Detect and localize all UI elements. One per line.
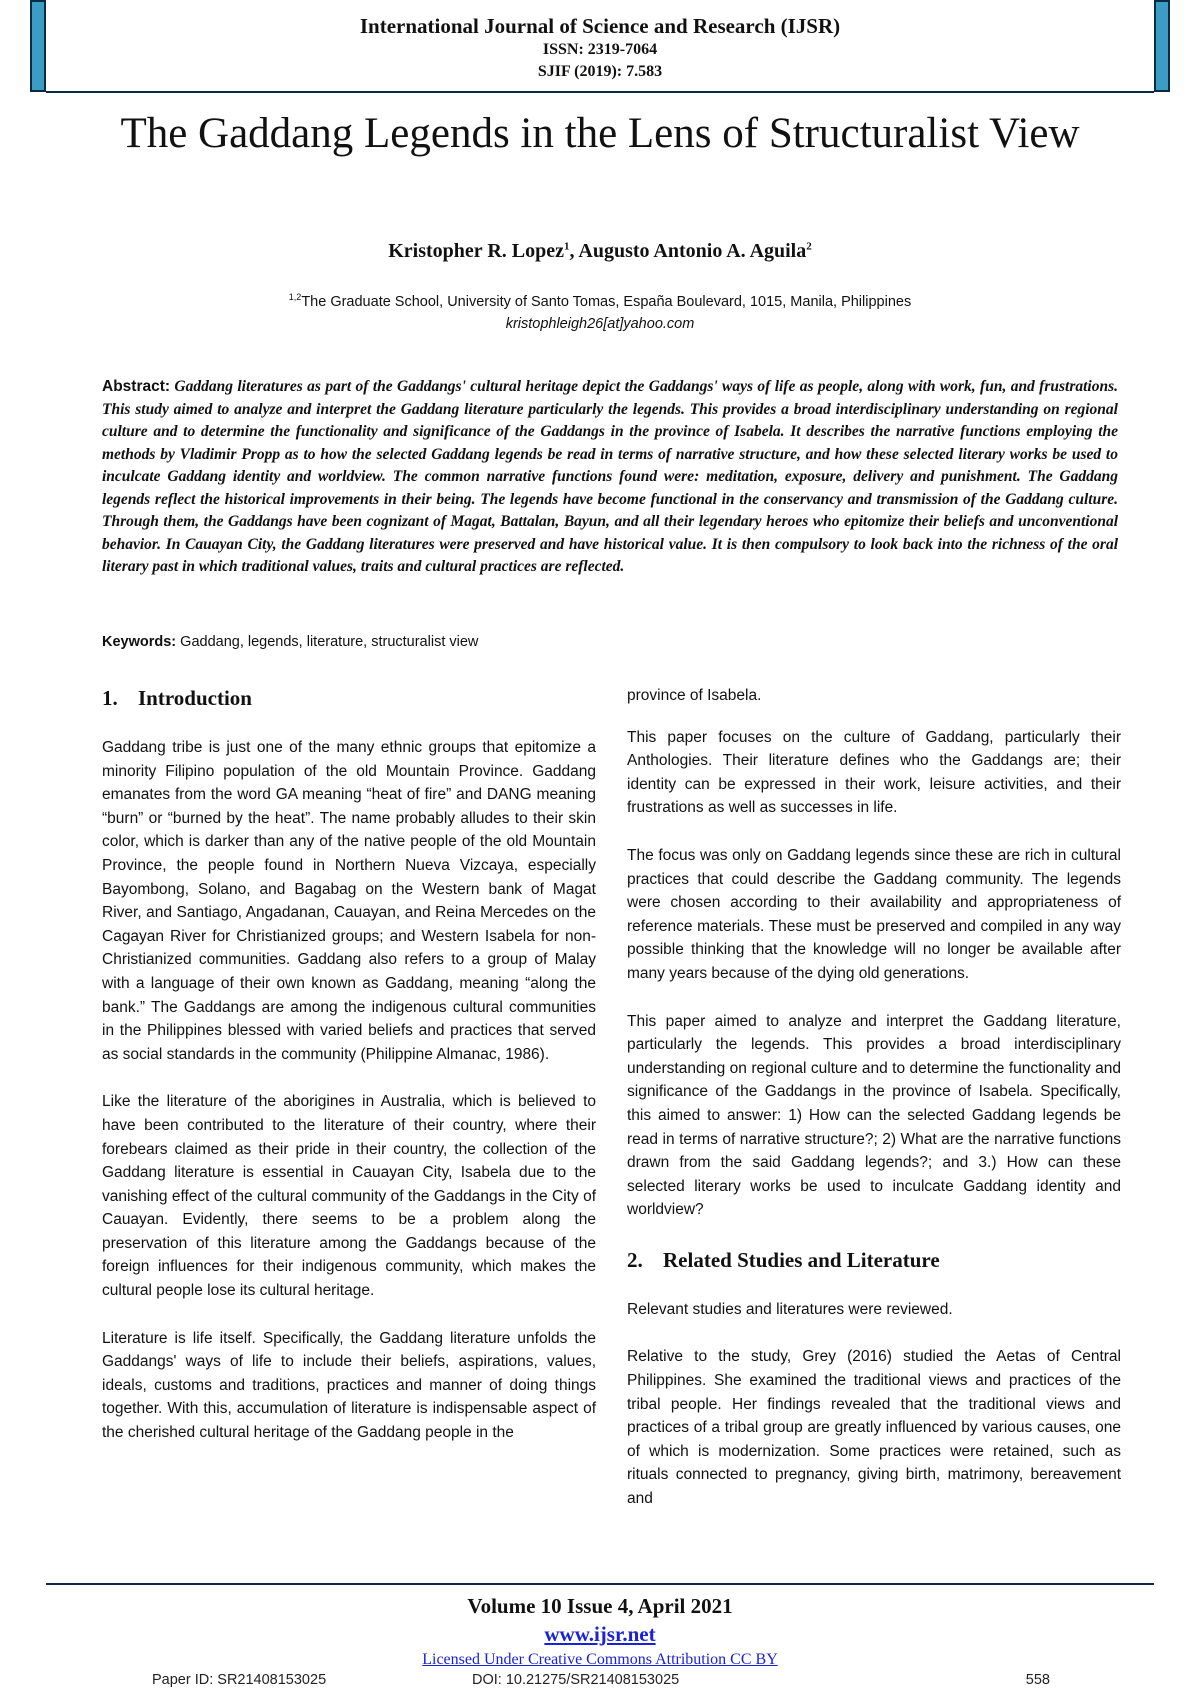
author-2: Augusto Antonio A. Aguila [578, 240, 807, 262]
abstract-text: Gaddang literatures as part of the Gaddangs' cultural heritage depict the Gaddangs' ways of life as people, along with work, fun, and frustrations. This study aimed to analyze and interpret the Gaddang literature particularly the legends. This provides a broad interdisciplinary understanding on regional culture and to determine the functionality and significance of the Gaddangs in the province of Isabela. It describes the narrative functions employing the methods by Vladimir Propp as to how the selected Gaddang legends be read in terms of narrative structure, and how these selected literary works be used to inculcate Gaddang identity and worldview. The common narrative functions found were: meditation, exposure, delivery and punishment. The Gaddang legends reflect the historical improvements in their being. The legends have become functional in the conservancy and transmission of the Gaddang culture. Through them, the Gaddangs have been cognizant of Magat, Battalan, Bayun, and all their legendary heroes who epitomize their beliefs and unconventional behavior. In Cauayan City, the Gaddang literatures were preserved and have historical value. It is then compulsory to look back into the richness of the oral literary past in which traditional values, traits and cultural practices are reflected. [102, 378, 1119, 575]
abstract [102, 376, 1118, 579]
section-1-title: Introduction [138, 686, 252, 710]
section-2-title: Related Studies and Literature [663, 1247, 940, 1272]
page-number: 558 [1025, 1672, 1050, 1688]
volume-issue: Volume 10 Issue 4, April 2021 [467, 1594, 733, 1618]
journal-header [0, 14, 1200, 83]
section-1-number: 1. [102, 686, 118, 710]
author-separator: , [569, 240, 579, 262]
paragraph: The focus was only on Gaddang legends since these are rich in cultural practices that could describe the Gaddang community. The legends were chosen according to their availability and appropriateness of reference materials. These must be preserved and compiled in any way possible thinking that the knowledge will no longer be available after many years because of the dying old generations. [627, 846, 1121, 982]
abstract-label: Abstract: [102, 378, 171, 395]
authors [0, 240, 1200, 263]
author-1: Kristopher R. Lopez [388, 240, 564, 262]
paragraph: Like the literature of the aborigines in Australia, which is believed to have been contributed to the literature of their country, where their forebears claimed as their pride in their country, the collection of the Gaddang literature is essential in Cauayan City, Isabela due to the vanishing effect of the cultural community of the Gaddangs in the City of Cauayan. Evidently, there seems to be a problem along the preservation of this literature among the Gaddangs because of the foreign influences for their indigenous community, which makes the cultural people lose its cultural heritage. [102, 1093, 596, 1300]
left-column [102, 684, 596, 1469]
paragraph: Relevant studies and literatures were reviewed. [627, 1300, 953, 1318]
sjif: SJIF (2019): 7.583 [537, 63, 663, 80]
author-email[interactable]: kristophleigh26[at]yahoo.com [505, 315, 695, 332]
keywords-label: Keywords: [102, 634, 177, 650]
author-2-sup: 2 [806, 240, 812, 253]
header-rule [46, 91, 1154, 93]
section-1-heading [102, 684, 596, 712]
section-2-number: 2. [627, 1247, 643, 1272]
paper-title: The Gaddang Legends in the Lens of Structuralist View [120, 110, 1080, 157]
license-link[interactable]: Licensed Under Creative Commons Attribution CC BY [422, 1651, 778, 1668]
journal-name: International Journal of Science and Research (IJSR) [359, 14, 841, 38]
paragraph: Relative to the study, Grey (2016) studied the Aetas of Central Philippines. She examined the traditional views and practices of the tribal people. Her findings revealed that the traditional views and practices of a tribal group are greatly influenced by various causes, one of which is modernization. Some practices were retained, such as rituals connected to pregnancy, giving birth, matrimony, bereavement and [627, 1348, 1121, 1508]
affiliation-text: The Graduate School, University of Santo Tomas, España Boulevard, 1015, Manila, Philippines [301, 293, 912, 310]
paper-id: Paper ID: SR21408153025 [152, 1672, 327, 1688]
issn: ISSN: 2319-7064 [542, 41, 658, 58]
right-column [627, 684, 1121, 1535]
paragraph: Gaddang tribe is just one of the many ethnic groups that epitomize a minority Filipino population of the old Mountain Province. Gaddang emanates from the word GA meaning “heat of fire” and DANG meaning “burn” or “burned by the heat”. The name probably alludes to their skin color, which is darker than any of the native people of the old Mountain Province, the people found in Northern Nueva Vizcaya, especially Bayombong, Solano, and Bagabag on the Western bank of Magat River, and Santiago, Angadanan, Cauayan, and Reina Mercedes on the Cagayan River for Christianized groups; and Western Isabela for non-Christianized communities. Gaddang also refers to a group of Malay with a language of their own known as Gaddang, meaning “along the bank.” The Gaddangs are among the indigenous cultural communities in the Philippines blessed with varied beliefs and practices that served as social standards in the community (Philippine Almanac, 1986). [102, 739, 596, 1063]
paragraph: This paper focuses on the culture of Gaddang, particularly their Anthologies. Their literature defines who the Gaddangs are; their identity can be expressed in their work, leisure activities, and their frustrations as well as successes in life. [627, 728, 1121, 817]
footer-rule [46, 1583, 1154, 1585]
doi: DOI: 10.21275/SR21408153025 [472, 1672, 680, 1688]
journal-url-link[interactable]: www.ijsr.net [544, 1622, 656, 1646]
author-1-sup: 1 [563, 240, 570, 253]
footer [0, 1592, 1200, 1672]
paragraph: This paper aimed to analyze and interpret the Gaddang literature, particularly the legends. This provides a broad interdisciplinary understanding on regional culture and to determine the functionality and significance of the Gaddangs in the province of Isabela. Specifically, this aimed to answer: 1) How can the selected Gaddang legends be read in terms of narrative structure?; 2) What are the narrative functions drawn from the said Gaddang legends?; and 3.) How can these selected literary works be used to inculcate Gaddang identity and worldview? [627, 1012, 1121, 1219]
affiliation-sup: 1,2 [288, 292, 302, 302]
keywords-text: Gaddang, legends, literature, structuralist view [180, 634, 479, 650]
paragraph: province of Isabela. [627, 687, 762, 704]
keywords [102, 634, 1118, 650]
affiliation [0, 286, 1200, 335]
section-2-heading [627, 1246, 1121, 1274]
paragraph: Literature is life itself. Specifically, the Gaddang literature unfolds the Gaddangs' ways of life to include their beliefs, aspirations, values, ideals, customs and traditions, practices and manner of doing things together. With this, accumulation of literature is indispensable aspect of the cherished cultural heritage of the Gaddang people in the [102, 1329, 596, 1442]
